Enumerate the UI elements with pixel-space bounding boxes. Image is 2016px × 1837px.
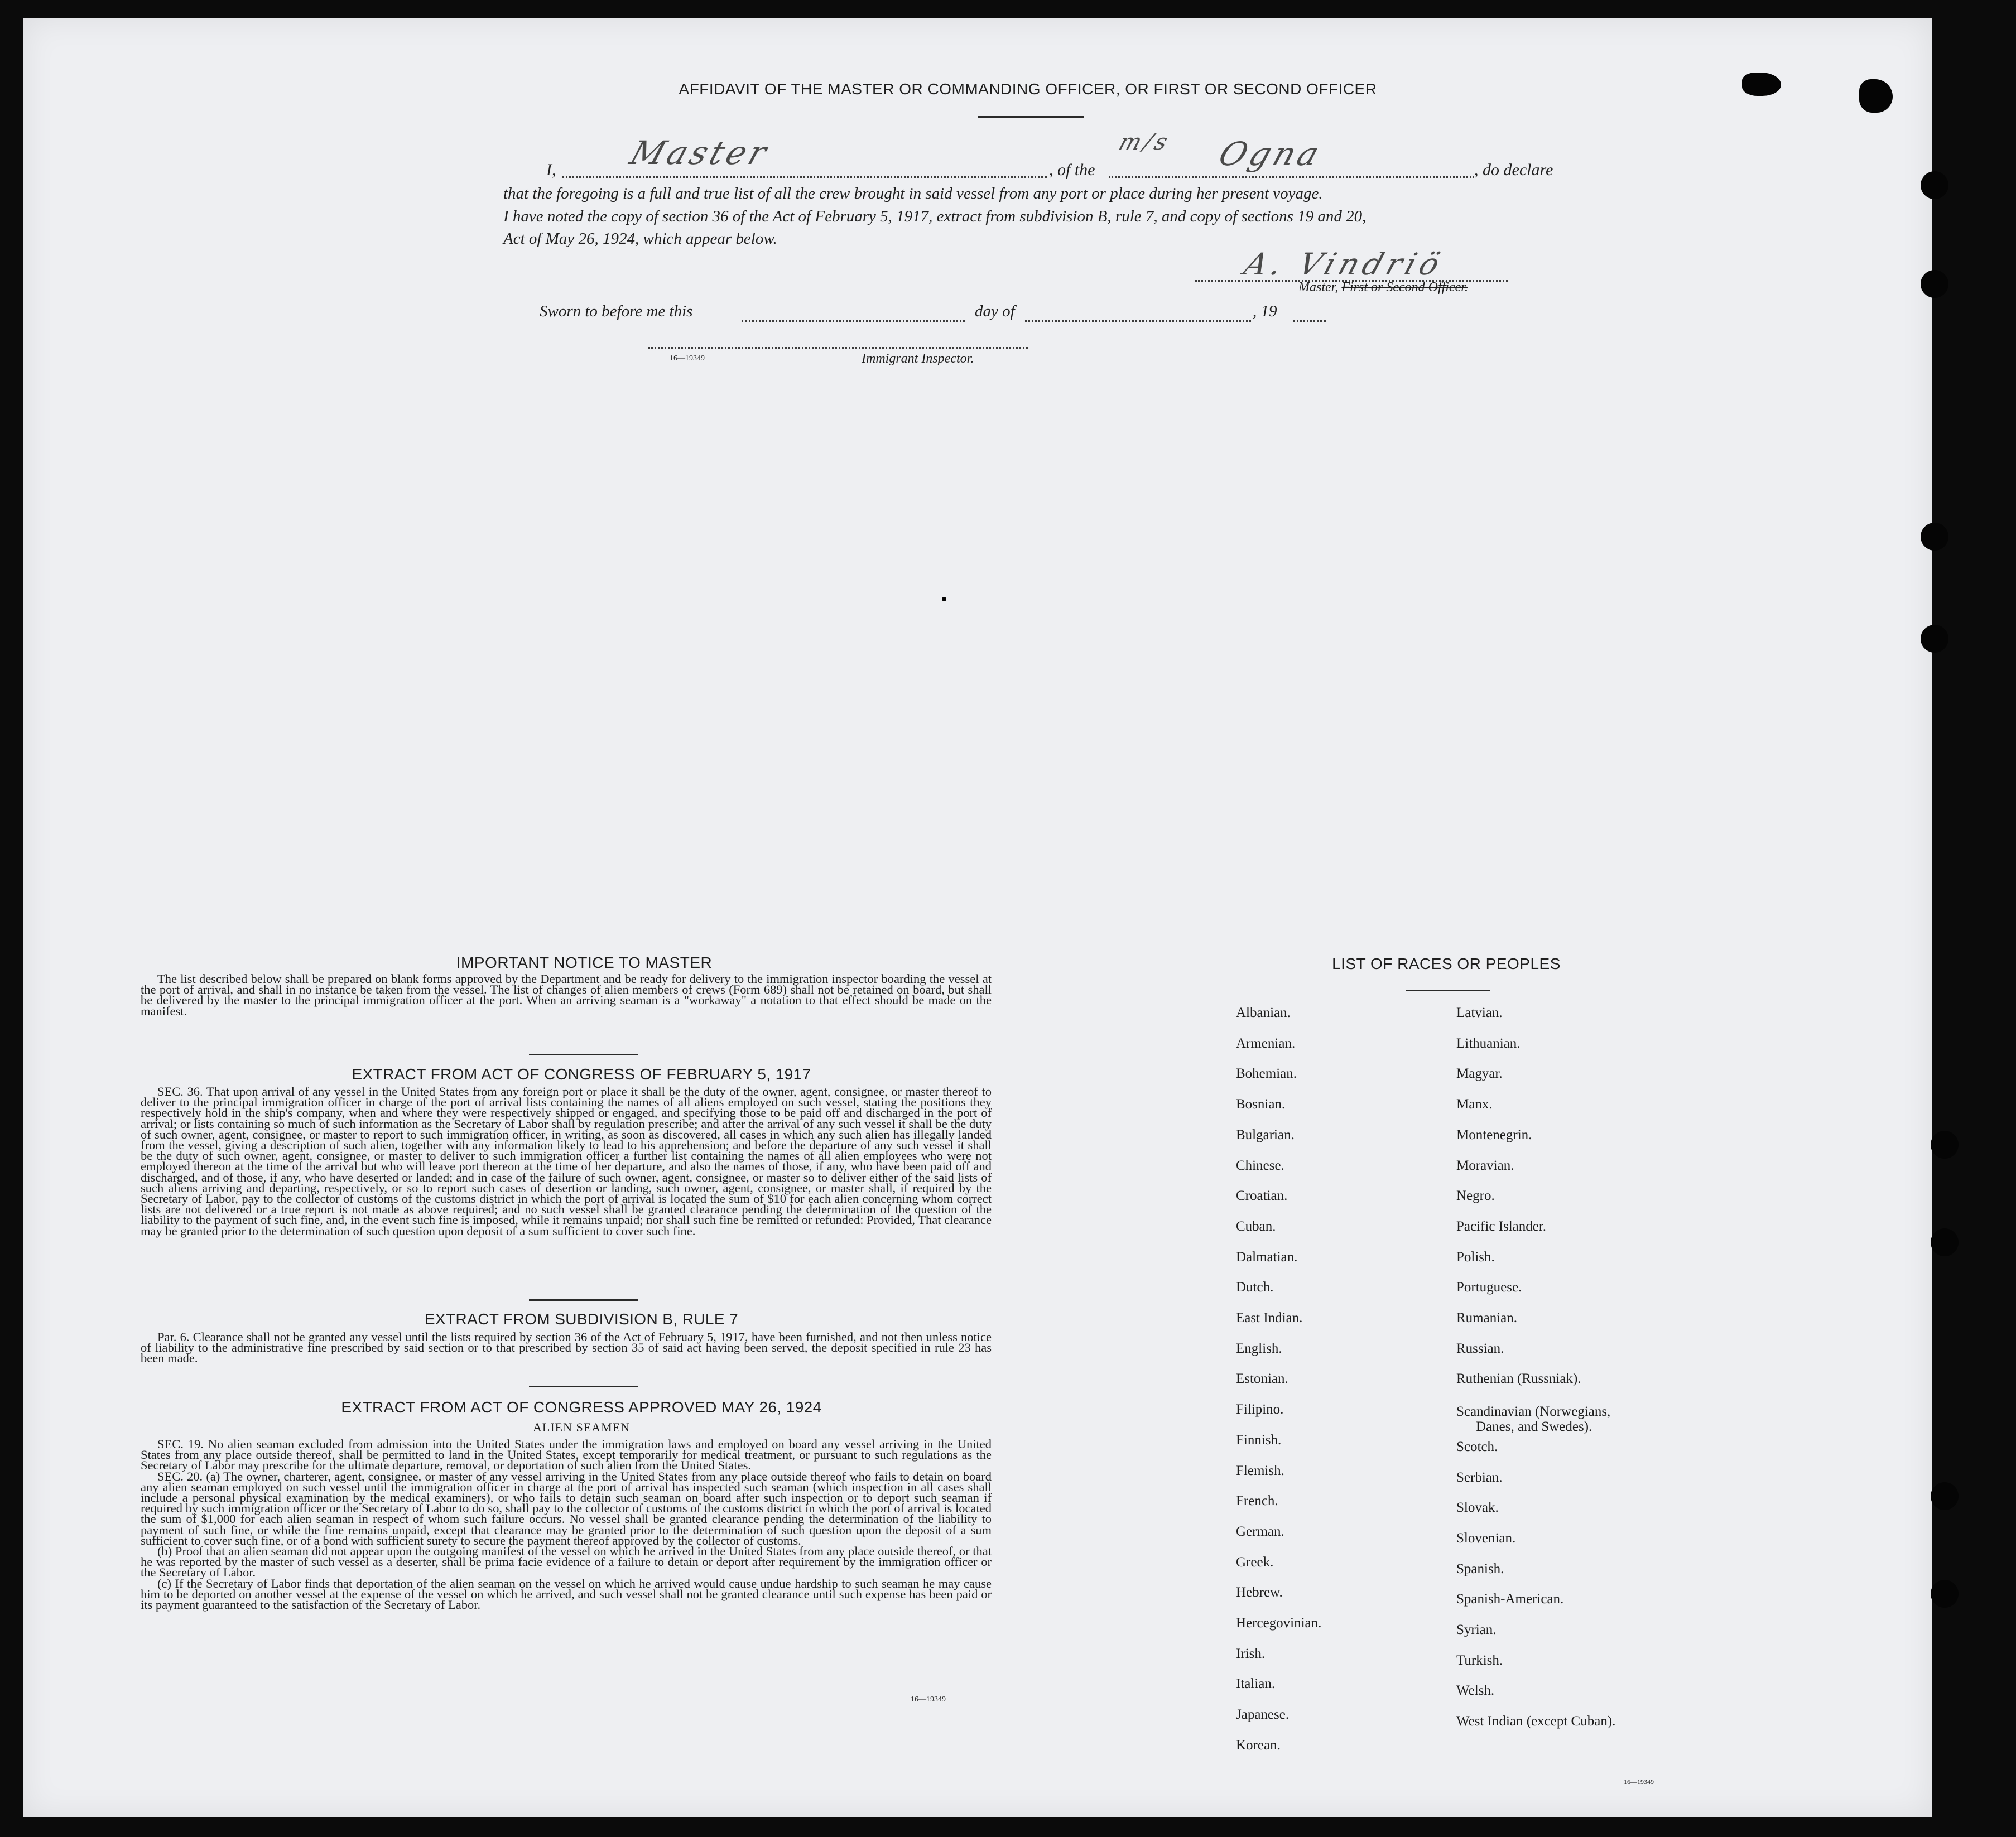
vessel-name-handwriting: Ogna <box>1214 135 1327 173</box>
caption-master: Master, <box>1298 280 1339 295</box>
race-item: Slovenian. <box>1456 1530 1516 1546</box>
race-item: Welsh. <box>1456 1683 1495 1699</box>
sworn-day-line <box>742 307 965 322</box>
declare-label: , do declare <box>1474 161 1553 179</box>
year-line <box>1293 307 1326 322</box>
title-divider <box>978 116 1084 118</box>
race-item: Slovak. <box>1456 1500 1499 1516</box>
binder-hole <box>1921 523 1948 551</box>
notice-divider <box>529 1054 638 1055</box>
race-item: Bosnian. <box>1236 1097 1286 1112</box>
signature-line <box>1195 263 1508 282</box>
race-item: Hercegovinian. <box>1236 1616 1322 1631</box>
section-19-paragraph: SEC. 19. No alien seaman excluded from admission into the United States under the immigration laws and employed on board any vessel arriving in the United States from any place outside thereof, shall be permitted to land in the United States, except temporarily for medical treatment, or pursuant to such regulations as the Secretary of Labor may prescribe for the ultimate departure, removal, or deportation of such alien from the United States. <box>141 1437 992 1473</box>
race-item: Filipino. <box>1236 1402 1284 1417</box>
ink-blot <box>1859 79 1893 113</box>
race-item: Flemish. <box>1236 1463 1284 1478</box>
race-item: Hebrew. <box>1236 1585 1283 1600</box>
race-item: Bohemian. <box>1236 1066 1297 1082</box>
race-item: Dalmatian. <box>1236 1249 1298 1265</box>
year-label: , 19 <box>1253 302 1277 320</box>
race-item: Moravian. <box>1456 1158 1514 1173</box>
race-item: West Indian (except Cuban). <box>1456 1714 1616 1729</box>
section-36-paragraph: SEC. 36. That upon arrival of any vessel in the United States from any foreign port or place it shall be the duty of the owner, agent, consignee, or master thereof to deliver to the principal immigration officer in charge of the port of arrival lists containing the names of all aliens employed on such vessel, stating the positions they respectively hold in the ship's company, when and where they were respectively shipped or engaged, and specifying those to be paid off and discharged in the port of arrival; or lists containing so much of such information as the Secretary of Labor shall by regulation prescribe; and after the arrival of any such vessel it shall be the duty of such owner, agent, consignee, or master to report to such immigration officer, in writing, as soon as discovered, all cases in which any such alien has illegally landed from the vessel, giving a description of such alien, together with any information likely to lead to his apprehension; and before the departure of any such vessel it shall be the duty of such owner, agent, consignee, or master to deliver to such immigration officer a further list containing the names of all alien employees who were not employed thereon at the time of the arrival but who will leave port thereon at the time of her departure, and also the names of those, if any, who have been paid off and discharged, and of those, if any, who have deserted or landed; and in case of the failure of such owner, agent, consignee, or master so to deliver either of the said lists of such aliens arriving and departing, respectively, or so to report such cases of desertion or landing, such owner, agent, consignee, or master shall, if required by the Secretary of Labor, pay to the collector of customs of the customs district in which the port of arrival is located the sum of $10 for each alien concerning whom correct lists are not delivered or a true report is not made as above required; and no such vessel shall be granted clearance pending the determination of the question of the liability to the payment of such fine, and, in the event such fine is imposed, while it remains unpaid; nor shall such fine be remitted or refunded: Provided, That clearance may be granted prior to the determination of such question upon deposit of a sum sufficient to cover such fine. <box>141 1084 992 1238</box>
notice-text <box>141 973 992 1016</box>
sworn-month-line <box>1025 307 1251 322</box>
affidavit-title: AFFIDAVIT OF THE MASTER OR COMMANDING OFFICER, OR FIRST OR SECOND OFFICER <box>679 80 1377 98</box>
race-item: Cuban. <box>1236 1218 1276 1234</box>
binder-hole <box>1931 1131 1959 1159</box>
declarant-label: I, <box>546 161 556 179</box>
race-item: Manx. <box>1456 1097 1493 1112</box>
race-item: Danes, and Swedes). <box>1476 1419 1592 1435</box>
race-item: Scandinavian (Norwegians, <box>1456 1404 1611 1420</box>
race-item: Pacific Islander. <box>1456 1218 1547 1234</box>
race-item: Polish. <box>1456 1249 1495 1265</box>
race-item: Estonian. <box>1236 1371 1288 1387</box>
race-item: Russian. <box>1456 1341 1504 1356</box>
race-item: Serbian. <box>1456 1469 1503 1485</box>
race-item: Magyar. <box>1456 1066 1503 1082</box>
day-of-label: day of <box>975 302 1015 320</box>
affidavit-form-number: 16—19349 <box>670 354 705 363</box>
caption-struck: First or Second Officer. <box>1341 280 1468 295</box>
binder-hole <box>1921 270 1948 298</box>
race-item: Syrian. <box>1456 1622 1497 1637</box>
race-item: Spanish. <box>1456 1561 1504 1576</box>
race-item: Bulgarian. <box>1236 1127 1295 1142</box>
inspector-caption: Immigrant Inspector. <box>862 351 974 366</box>
rule-7-title: EXTRACT FROM SUBDIVISION B, RULE 7 <box>424 1310 739 1328</box>
race-item: Italian. <box>1236 1676 1276 1692</box>
race-item: Spanish-American. <box>1456 1592 1564 1607</box>
race-item: Croatian. <box>1236 1188 1288 1204</box>
declaration-line-3: I have noted the copy of section 36 of the Act of February 5, 1917, extract from subdivision B, rule 7, and copy of sections 19 and 20, <box>503 208 1367 225</box>
races-divider <box>1406 990 1490 991</box>
binder-hole <box>1921 625 1948 653</box>
rule-7-paragraph: Par. 6. Clearance shall not be granted any vessel until the lists required by section 36 of the Act of February 5, 1917, have been furnished, and not then unless notice of liability to the administrative fine prescribed by said section or to that prescribed by section 35 of said act having been served, the deposit specified in rule 23 has been made. <box>141 1330 992 1366</box>
race-item: English. <box>1236 1341 1282 1356</box>
binder-hole <box>1931 1228 1959 1256</box>
race-item: Latvian. <box>1456 1005 1503 1020</box>
signature-caption <box>1298 280 1468 295</box>
extract-1917-title: EXTRACT FROM ACT OF CONGRESS OF FEBRUARY 5, 1917 <box>352 1065 811 1083</box>
race-item: German. <box>1236 1523 1284 1539</box>
alien-seamen-subtitle: ALIEN SEAMEN <box>533 1420 630 1434</box>
section-20b-paragraph: (b) Proof that an alien seaman did not appear upon the outgoing manifest of the vessel on which he arrived in the United States from any place outside thereof, or that he was reported by the master of such vessel as a deserter, shall be prima facie evidence of a failure to detain or deport after requirement by the immigration officer or the Secretary of Labor. <box>141 1544 992 1580</box>
section-20a-paragraph: SEC. 20. (a) The owner, charterer, agent, consignee, or master of any vessel arriving in the United States from any place outside thereof who fails to detain on board any alien seaman employed on such vessel until the immigration officer in charge at the port of arrival has inspected such seaman (which inspection in all cases shall include a personal physical examination by the medical examiners), or who fails to detain such seaman on board after such inspection or to deport such seaman if required by such immigration officer or the Secretary of Labor to do so, shall pay to the collector of customs of the customs district in which the port of arrival is located the sum of $1,000 for each alien seaman in respect of whom such failure occurs. No vessel shall be granted clearance pending the determination of the liability to payment of such fine, or while the fine remains unpaid, except that clearance may be granted prior to the determination of such question upon the deposit of a sum sufficient to cover such fine, or of a bond with sufficient surety to secure the payment thereof approved by the collector of customs. <box>141 1469 992 1547</box>
extract-1924-text <box>141 1439 992 1610</box>
race-item: Portuguese. <box>1456 1280 1522 1295</box>
declarant-handwriting: Master <box>625 134 775 172</box>
rule-7-divider <box>529 1386 638 1387</box>
race-item: Turkish. <box>1456 1652 1503 1668</box>
race-item: Chinese. <box>1236 1158 1284 1173</box>
race-item: East Indian. <box>1236 1310 1303 1325</box>
extract-1917-divider <box>529 1299 638 1301</box>
race-item: Rumanian. <box>1456 1310 1518 1325</box>
officer-signature: A. Vindriö <box>1239 247 1449 282</box>
race-item: Greek. <box>1236 1554 1274 1570</box>
notice-paragraph: The list described below shall be prepared on blank forms approved by the Department and be ready for delivery to the immigration inspector boarding the vessel at the port of arrival, and shall in no instance be taken from the vessel. The list of changes of alien members of crews (Form 689) shall not be retained on board, but shall be delivered by the master to the principal immigration officer at the port. When an arriving seaman is a "workaway" a notation to that effect should be made on the manifest. <box>141 972 992 1018</box>
race-item: Dutch. <box>1236 1280 1274 1295</box>
binder-hole <box>1931 1580 1959 1608</box>
race-item: French. <box>1236 1493 1278 1509</box>
race-item: Montenegrin. <box>1456 1127 1532 1142</box>
notice-title: IMPORTANT NOTICE TO MASTER <box>456 954 713 971</box>
race-item: Japanese. <box>1236 1707 1290 1723</box>
binder-hole <box>1921 171 1948 199</box>
race-item: Armenian. <box>1236 1035 1296 1051</box>
extract-form-number: 16—19349 <box>911 1695 946 1704</box>
race-item: Irish. <box>1236 1646 1266 1661</box>
extract-1924-title: EXTRACT FROM ACT OF CONGRESS APPROVED MAY 26, 1924 <box>341 1399 822 1416</box>
race-item: Korean. <box>1236 1737 1281 1753</box>
race-item: Lithuanian. <box>1456 1035 1521 1051</box>
of-the-label: , of the <box>1049 161 1095 179</box>
vessel-prefix-handwriting: m/s <box>1115 129 1175 155</box>
binder-hole <box>1931 1482 1959 1510</box>
declaration-line-2: that the foregoing is a full and true list of all the crew brought in said vessel from any port or place during her present voyage. <box>503 185 1323 202</box>
race-item: Albanian. <box>1236 1005 1291 1020</box>
section-20c-paragraph: (c) If the Secretary of Labor finds that deportation of the alien seaman on the vessel on which he arrived would cause undue hardship to such seaman he may cause him to be deported on another vessel at the expense of the vessel on which he arrived, and such vessel shall not be granted clearance until such expense has been paid or its payment guaranteed to the satisfaction of the Secretary of Labor. <box>141 1576 992 1612</box>
form-sheet <box>23 18 1932 1817</box>
race-item: Scotch. <box>1456 1439 1498 1454</box>
race-item: Finnish. <box>1236 1432 1282 1448</box>
extract-1917-text <box>141 1086 992 1236</box>
ink-blot <box>1742 73 1781 96</box>
declaration-line-4: Act of May 26, 1924, which appear below. <box>503 230 777 248</box>
sworn-label: Sworn to before me this <box>540 302 693 320</box>
ink-speck <box>942 597 946 601</box>
races-title: LIST OF RACES OR PEOPLES <box>1332 955 1561 972</box>
races-form-number: 16—19349 <box>1624 1778 1654 1786</box>
rule-7-text <box>141 1332 992 1364</box>
race-item: Negro. <box>1456 1188 1495 1204</box>
race-item: Ruthenian (Russniak). <box>1456 1371 1581 1387</box>
inspector-line <box>648 341 1028 349</box>
